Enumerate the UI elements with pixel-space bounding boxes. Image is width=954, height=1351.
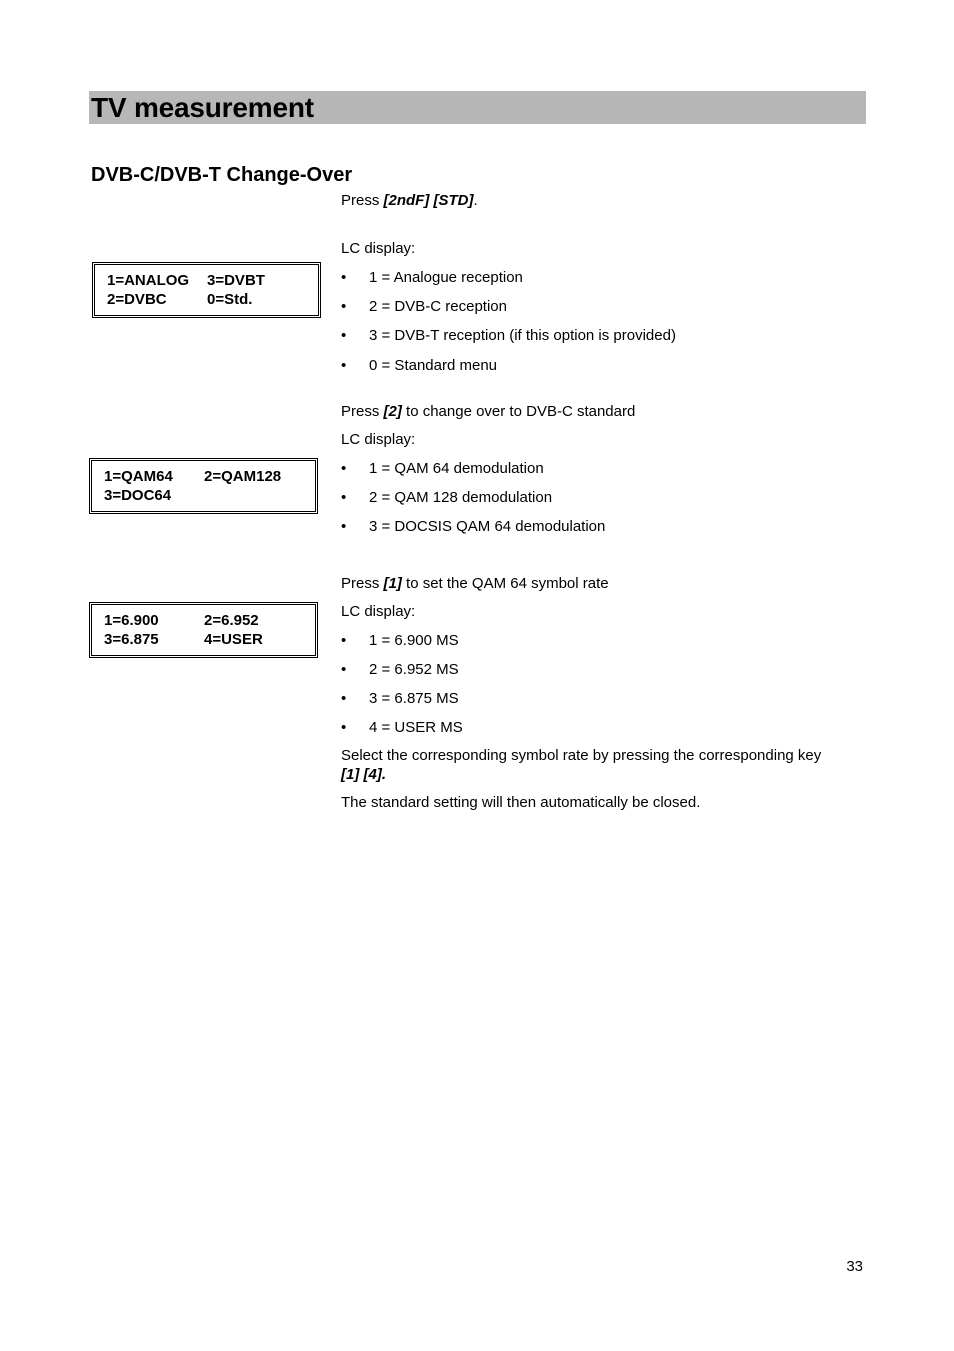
key-sequence: [1] [4]. (341, 766, 386, 783)
bullet-icon: • (341, 327, 347, 344)
closing-note: The standard setting will then automatically be closed. (341, 794, 701, 811)
bullet-icon: • (341, 690, 347, 707)
lcd-text: 2=6.952 (204, 612, 259, 629)
lcd-text: 3=6.875 (104, 631, 159, 648)
lcd-display-qam-menu (89, 458, 318, 514)
bullet-icon: • (341, 489, 347, 506)
instruction-press-2ndf-std: Press [2ndF] [STD]. (341, 192, 478, 209)
bullet-icon: • (341, 518, 347, 535)
bullet-icon: • (341, 298, 347, 315)
key-sequence: [2ndF] [STD] (383, 192, 474, 209)
bullet-icon: • (341, 357, 347, 374)
lcd-text: 3=DOC64 (104, 487, 172, 504)
key-sequence: [1] (383, 575, 402, 592)
lc-display-label: LC display: (341, 431, 416, 448)
chapter-header-bar (89, 91, 866, 124)
lcd-text: 2=QAM128 (204, 468, 282, 485)
lcd-text: 4=USER (204, 631, 263, 648)
lc-display-label: LC display: (341, 240, 416, 257)
section-title: DVB-C/DVB-T Change-Over (91, 164, 353, 186)
bullet-icon: • (341, 632, 347, 649)
lcd-text: 3=DVBT (207, 272, 265, 289)
bullet-icon: • (341, 719, 347, 736)
lcd-text: 1=6.900 (104, 612, 159, 629)
lcd-display-symbol-rate-menu (89, 602, 318, 658)
instruction-press-1: Press [1] to set the QAM 64 symbol rate (341, 575, 609, 592)
bullet-icon: • (341, 269, 347, 286)
key-sequence: [2] (383, 403, 402, 420)
lcd-text: 1=ANALOG (107, 272, 190, 289)
bullet-icon: • (341, 661, 347, 678)
lcd-display-standard-menu (92, 262, 321, 318)
lcd-text: 2=DVBC (107, 291, 167, 308)
lcd-text: 0=Std. (207, 291, 253, 308)
select-instruction: Select the corresponding symbol rate by pressing the corresponding key (341, 747, 822, 764)
lc-display-label: LC display: (341, 603, 416, 620)
page-number: 33 (846, 1258, 863, 1275)
instruction-press-2: Press [2] to change over to DVB-C standard (341, 403, 636, 420)
bullet-icon: • (341, 460, 347, 477)
chapter-title: TV measurement (91, 92, 314, 123)
lcd-text: 1=QAM64 (104, 468, 173, 485)
